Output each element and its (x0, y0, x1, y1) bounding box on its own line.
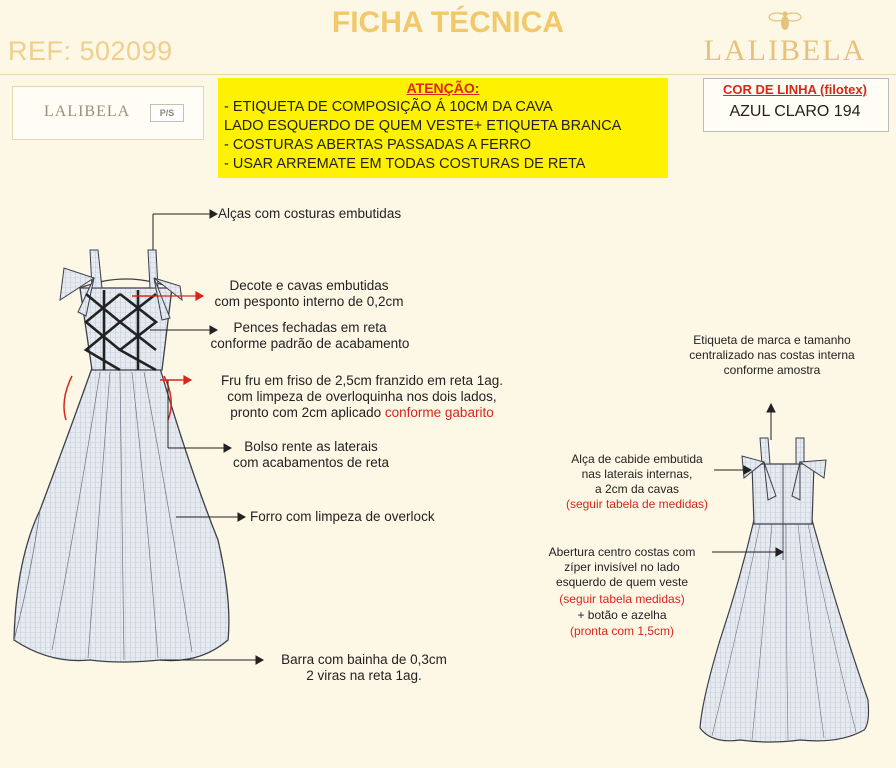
note-abertura-line3: esquerdo de quem veste (555, 575, 689, 589)
attention-title: ATENÇÃO: (406, 80, 480, 96)
note-alca-line2: nas laterais internas, (581, 467, 693, 481)
note-abertura-red1: (seguir tabela medidas) (559, 592, 685, 606)
note-frufru-text: pronto com 2cm aplicado (230, 405, 382, 420)
note-frufru-line3 (194, 405, 530, 421)
note-abertura-line2: zíper invisível no lado (564, 560, 680, 574)
page-title: FICHA TÉCNICA (331, 6, 565, 39)
note-barra-line2: 2 viras na reta 1ag. (306, 668, 422, 683)
note-etiqueta-line2: centralizado nas costas interna (689, 348, 855, 362)
note-abertura-line6 (520, 624, 724, 639)
note-etiqueta-line1: Etiqueta de marca e tamanho (693, 333, 851, 347)
note-pences-line2: conforme padrão de acabamento (210, 336, 410, 351)
attention-line: - COSTURAS ABERTAS PASSADAS A FERRO (224, 137, 531, 153)
note-pences-line1: Pences fechadas em reta (233, 320, 387, 335)
attention-line: - ETIQUETA DE COMPOSIÇÃO Á 10CM DA CAVA (224, 99, 553, 115)
note-abertura-red2: (pronta com 1,5cm) (569, 624, 675, 638)
note-frufru-red: conforme gabarito (384, 405, 494, 420)
note-bolso-line2: com acabamentos de reta (232, 455, 390, 470)
note-bolso-line1: Bolso rente as laterais (244, 439, 378, 454)
note-frufru-line2: com limpeza de overloquinha nos dois lados, (227, 389, 497, 404)
note-alca-red: (seguir tabela de medidas) (565, 497, 709, 511)
note-decote-line2: com pesponto interno de 0,2cm (214, 294, 404, 309)
reference-code: REF: 502099 (8, 36, 173, 66)
note-alca-line4 (540, 497, 734, 512)
note-barra-line1: Barra com bainha de 0,3cm (281, 652, 447, 667)
attention-line: - USAR ARREMATE EM TODAS COSTURAS DE RETA (224, 156, 586, 172)
label-brand: LALIBELA (44, 103, 131, 120)
note-decote-line1: Decote e cavas embutidas (229, 278, 389, 293)
note-abertura-line5: + botão e azelha (577, 608, 667, 622)
brand-logo: LALIBELA (703, 34, 867, 67)
front-dress-drawing (14, 250, 229, 662)
note-etiqueta-line3: conforme amostra (723, 363, 821, 377)
note-alcas: Alças com costuras embutidas (218, 206, 402, 221)
note-frufru-line1: Fru fru em friso de 2,5cm franzido em reta 1ag. (220, 373, 504, 388)
note-alca-line1: Alça de cabide embutida (571, 452, 703, 466)
note-abertura-line1: Abertura centro costas com (548, 545, 696, 559)
note-forro: Forro com limpeza de overlock (250, 509, 435, 524)
thread-color-title: COR DE LINHA (filotex) (723, 82, 867, 97)
attention-line: LADO ESQUERDO DE QUEM VESTE+ ETIQUETA BRANCA (224, 118, 622, 134)
note-abertura-line4 (520, 592, 724, 607)
label-size-tag: P/S (150, 104, 184, 122)
note-alca-line3: a 2cm da cavas (594, 482, 680, 496)
thread-color-value: AZUL CLARO 194 (729, 103, 861, 120)
